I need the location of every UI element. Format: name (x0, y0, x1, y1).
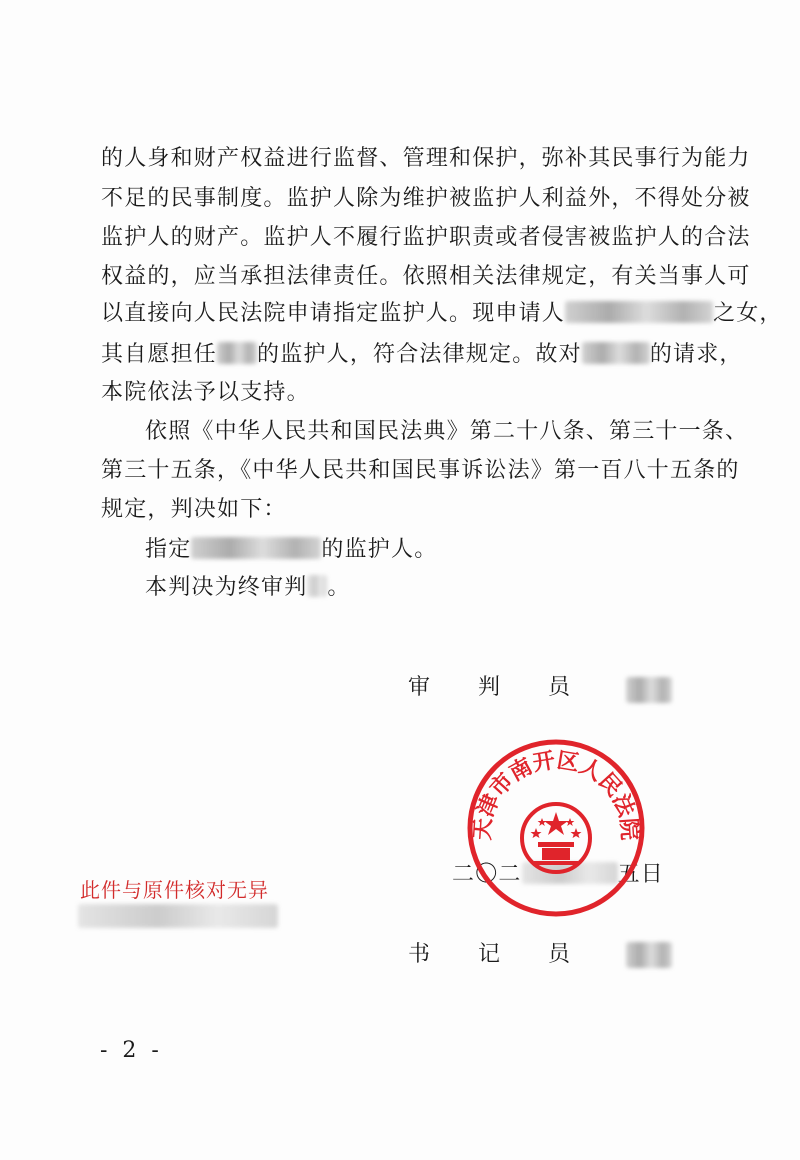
redacted-certification-detail (78, 904, 278, 928)
body-line-9: 第三十五条，《中华人民共和国民事诉讼法》第一百八十五条的 (101, 458, 740, 483)
body-line-10: 规定，判决如下： (101, 497, 287, 522)
redacted-applicant (565, 301, 713, 323)
body-line-1: 的人身和财产权益进行监督、管理和保护，弥补其民事行为能力 (101, 146, 751, 171)
judgment-line-2-start: 本判决为终审判 (145, 575, 308, 600)
date-end: 五日 (617, 862, 665, 887)
body-line-6-start: 其自愿担任 (101, 342, 218, 367)
body-line-5-end: 之女， (713, 301, 783, 326)
redacted-judge-name (626, 677, 672, 703)
body-line-6 (101, 340, 743, 370)
seal-emblem (522, 804, 590, 872)
redacted-ward (217, 342, 257, 364)
judgment-line-2-end: 。 (327, 575, 351, 600)
redacted-char (307, 575, 327, 597)
seal-text: 天津市南开区人民法院 (470, 748, 642, 841)
body-line-5 (101, 299, 783, 329)
date-start: 二〇二 (452, 862, 522, 887)
certification-text: 此件与原件核对无异 (80, 878, 269, 902)
redacted-guardian (191, 537, 321, 559)
body-line-6-end: 的请求， (649, 342, 743, 367)
judgment-line-1-end: 的监护人。 (321, 537, 438, 562)
court-seal (466, 738, 646, 918)
body-line-2: 不足的民事制度。监护人除为维护被监护人利益外，不得处分被 (101, 186, 751, 211)
judge-label: 审判员 (408, 675, 619, 700)
judgment-line-1 (145, 535, 437, 565)
redacted-clerk-name (626, 942, 672, 968)
judgment-line-1-start: 指定 (145, 537, 192, 562)
clerk-label: 书记员 (408, 942, 619, 967)
body-line-4: 权益的，应当承担法律责任。依照相关法律规定，有关当事人可 (101, 264, 751, 289)
judgment-line-2 (145, 573, 351, 603)
body-line-5-start: 以直接向人民法院申请指定监护人。现申请人 (101, 301, 566, 326)
redacted-applicant-2 (582, 342, 650, 364)
body-line-6-middle: 的监护人，符合法律规定。故对 (257, 342, 582, 367)
body-line-3: 监护人的财产。监护人不履行监护职责或者侵害被监护人的合法 (101, 225, 751, 250)
page-number: - 2 - (100, 1038, 163, 1063)
body-line-7: 本院依法予以支持。 (101, 380, 310, 405)
body-line-8: 依照《中华人民共和国民法典》第二十八条、第三十一条、 (145, 419, 749, 444)
